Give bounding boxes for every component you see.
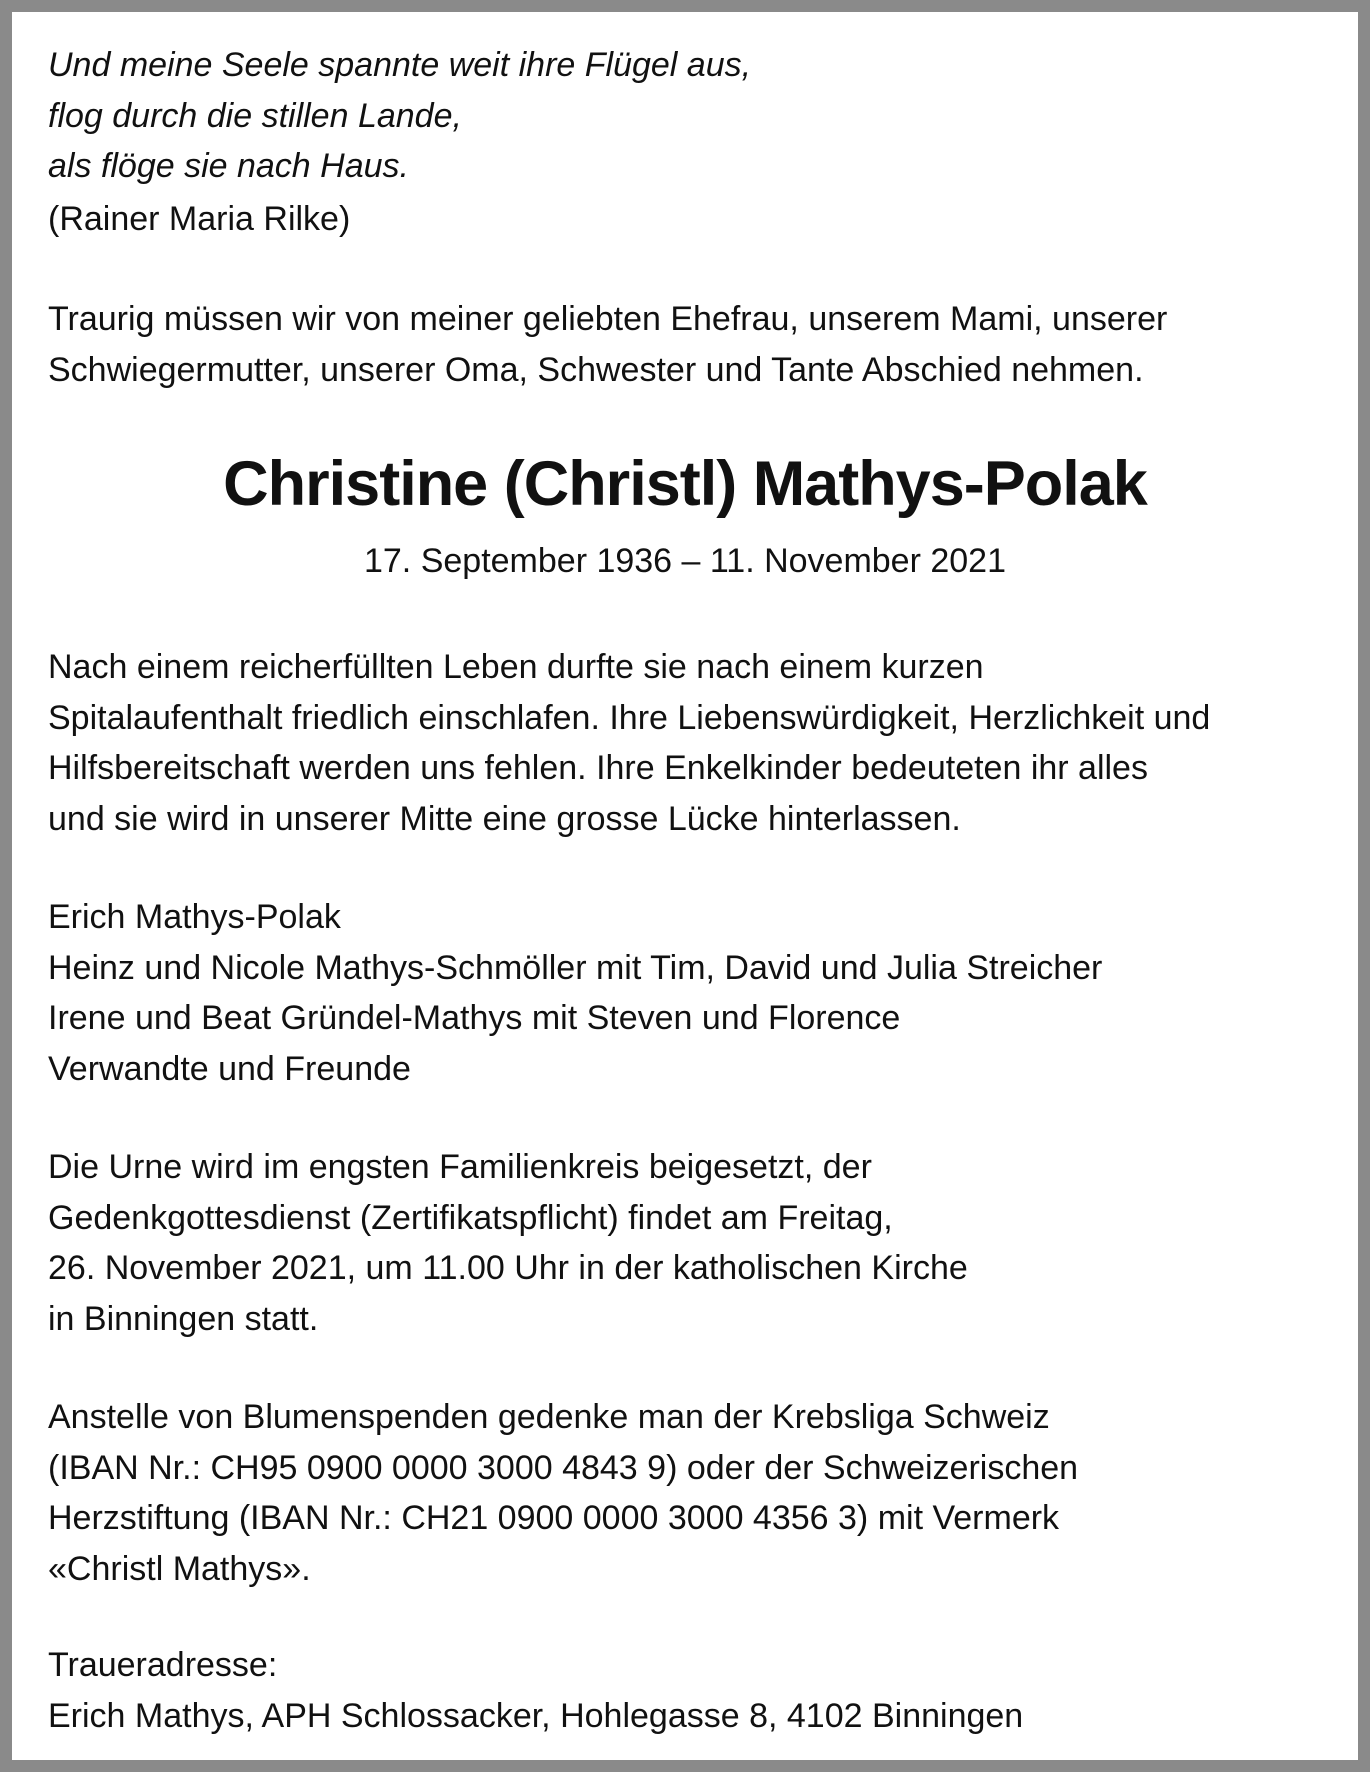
address-line: Erich Mathys, APH Schlossacker, Hohlegasse 8, 4102 Binningen: [48, 1696, 1024, 1735]
mourner-line: Heinz und Nicole Mathys-Schmöller mit Tim, David und Julia Streicher: [48, 948, 1103, 987]
poem-quote: [48, 40, 1322, 192]
donation-paragraph: [48, 1392, 1322, 1594]
mourner-line: Erich Mathys-Polak: [48, 898, 341, 936]
funeral-line: Die Urne wird im engsten Familienkreis beigesetzt, der: [48, 1148, 872, 1186]
life-paragraph: [48, 642, 1322, 844]
mourners-list: [48, 892, 1322, 1094]
life-line: Hilfsbereitschaft werden uns fehlen. Ihre Enkelkinder bedeuteten ihr alles: [48, 749, 1148, 787]
life-dates: 17. September 1936 – 11. November 2021: [363, 542, 1006, 580]
poem-line: flog durch die stillen Lande,: [48, 96, 462, 135]
address-label: Traueradresse:: [48, 1646, 278, 1684]
poem-line: Und meine Seele spannte weit ihre Flügel aus,: [48, 46, 752, 84]
intro-paragraph: [48, 294, 1322, 395]
funeral-line: 26. November 2021, um 11.00 Uhr in der katholischen Kirche: [48, 1249, 968, 1287]
poem-author: (Rainer Maria Rilke): [48, 200, 351, 238]
life-line: Spitalaufenthalt friedlich einschlafen. Ihre Liebenswürdigkeit, Herzlichkeit und: [48, 698, 1211, 737]
intro-line: Traurig müssen wir von meiner geliebten Ehefrau, unserem Mami, unserer: [48, 300, 1168, 338]
donation-line: Herzstiftung (IBAN Nr.: CH21 0900 0000 3000 4356 3) mit Vermerk: [48, 1499, 1060, 1537]
funeral-line: Gedenkgottesdienst (Zertifikatspflicht) findet am Freitag,: [48, 1198, 893, 1237]
obituary-notice: [12, 12, 1358, 1760]
funeral-line: in Binningen statt.: [48, 1299, 319, 1338]
donation-line: Anstelle von Blumenspenden gedenke man der Krebsliga Schweiz: [48, 1398, 1050, 1436]
mourning-address: [48, 1640, 1322, 1741]
life-line: Nach einem reicherfüllten Leben durfte sie nach einem kurzen: [48, 648, 984, 686]
intro-line: Schwiegermutter, unserer Oma, Schwester und Tante Abschied nehmen.: [48, 350, 1144, 389]
mourner-line: Verwandte und Freunde: [48, 1049, 411, 1088]
donation-line: (IBAN Nr.: CH95 0900 0000 3000 4843 9) oder der Schweizerischen: [48, 1448, 1079, 1487]
mourner-line: Irene und Beat Gründel-Mathys mit Steven und Florence: [48, 999, 901, 1037]
poem-line: als flöge sie nach Haus.: [48, 147, 409, 185]
funeral-paragraph: [48, 1142, 1322, 1344]
life-line: und sie wird in unserer Mitte eine grosse Lücke hinterlassen.: [48, 799, 961, 838]
deceased-name: Christine (Christl) Mathys-Polak: [223, 449, 1147, 519]
donation-line: «Christl Mathys».: [48, 1549, 311, 1588]
